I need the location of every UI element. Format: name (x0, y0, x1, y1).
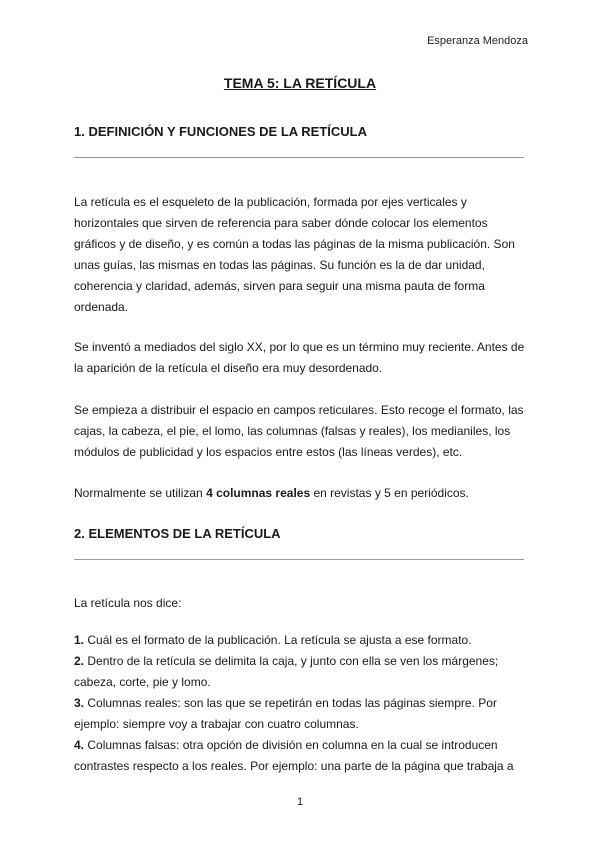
section-2-intro: La retícula nos dice: (74, 596, 182, 610)
document-title: TEMA 5: LA RETÍCULA (223, 75, 377, 91)
section-1-paragraph-1: La retícula es el esqueleto de la publicación, formada por ejes verticales y horizontales que sirven de referencia para saber dónde colocar los elementos gráficos y de diseño, y es común a todas las páginas de la misma publicación. Son unas guías, las mismas en todas las páginas. Su función es la de dar unidad, coherencia y claridad, además, sirven para seguir una misma pauta de forma ordenada. (74, 195, 515, 314)
elements-list (74, 630, 530, 777)
page-number: 1 (296, 796, 304, 808)
section-2-heading: 2. ELEMENTOS DE LA RETÍCULA (74, 526, 281, 541)
section-2-divider (74, 559, 524, 560)
p4-text-after: en revistas y 5 en periódicos. (310, 486, 469, 500)
section-1-heading: 1. DEFINICIÓN Y FUNCIONES DE LA RETÍCULA (74, 124, 368, 139)
list-item: 2. Dentro de la retícula se delimita la caja, y junto con ella se ven los márgenes; cabeza, corte, pie y lomo. (74, 654, 499, 689)
p4-text-before: Normalmente se utilizan (74, 486, 207, 500)
p4-bold-text: 4 columnas reales (206, 486, 311, 500)
section-1-paragraph-4 (74, 483, 530, 504)
section-1-paragraph-2: Se inventó a mediados del siglo XX, por lo que es un término muy reciente. Antes de la aparición de la retícula el diseño era muy desordenado. (74, 340, 525, 375)
list-item: 1. Cuál es el formato de la publicación. La retícula se ajusta a ese formato. (74, 633, 472, 647)
section-1-divider (74, 157, 524, 158)
section-1-paragraph-3: Se empieza a distribuir el espacio en campos reticulares. Esto recoge el formato, las cajas, la cabeza, el pie, el lomo, las columnas (falsas y reales), los medianiles, los módulos de publicidad y los espacios entre estos (las líneas verdes), etc. (74, 403, 524, 459)
list-item: 3. Columnas reales: son las que se repetirán en todas las páginas siempre. Por ejemplo: siempre voy a trabajar con cuatro columnas. (74, 696, 497, 731)
header-author: Esperanza Mendoza (427, 35, 528, 47)
list-item: 4. Columnas falsas: otra opción de división en columna en la cual se introducen contrastes respecto a los reales. Por ejemplo: una parte de la página que trabaja a (74, 738, 514, 773)
